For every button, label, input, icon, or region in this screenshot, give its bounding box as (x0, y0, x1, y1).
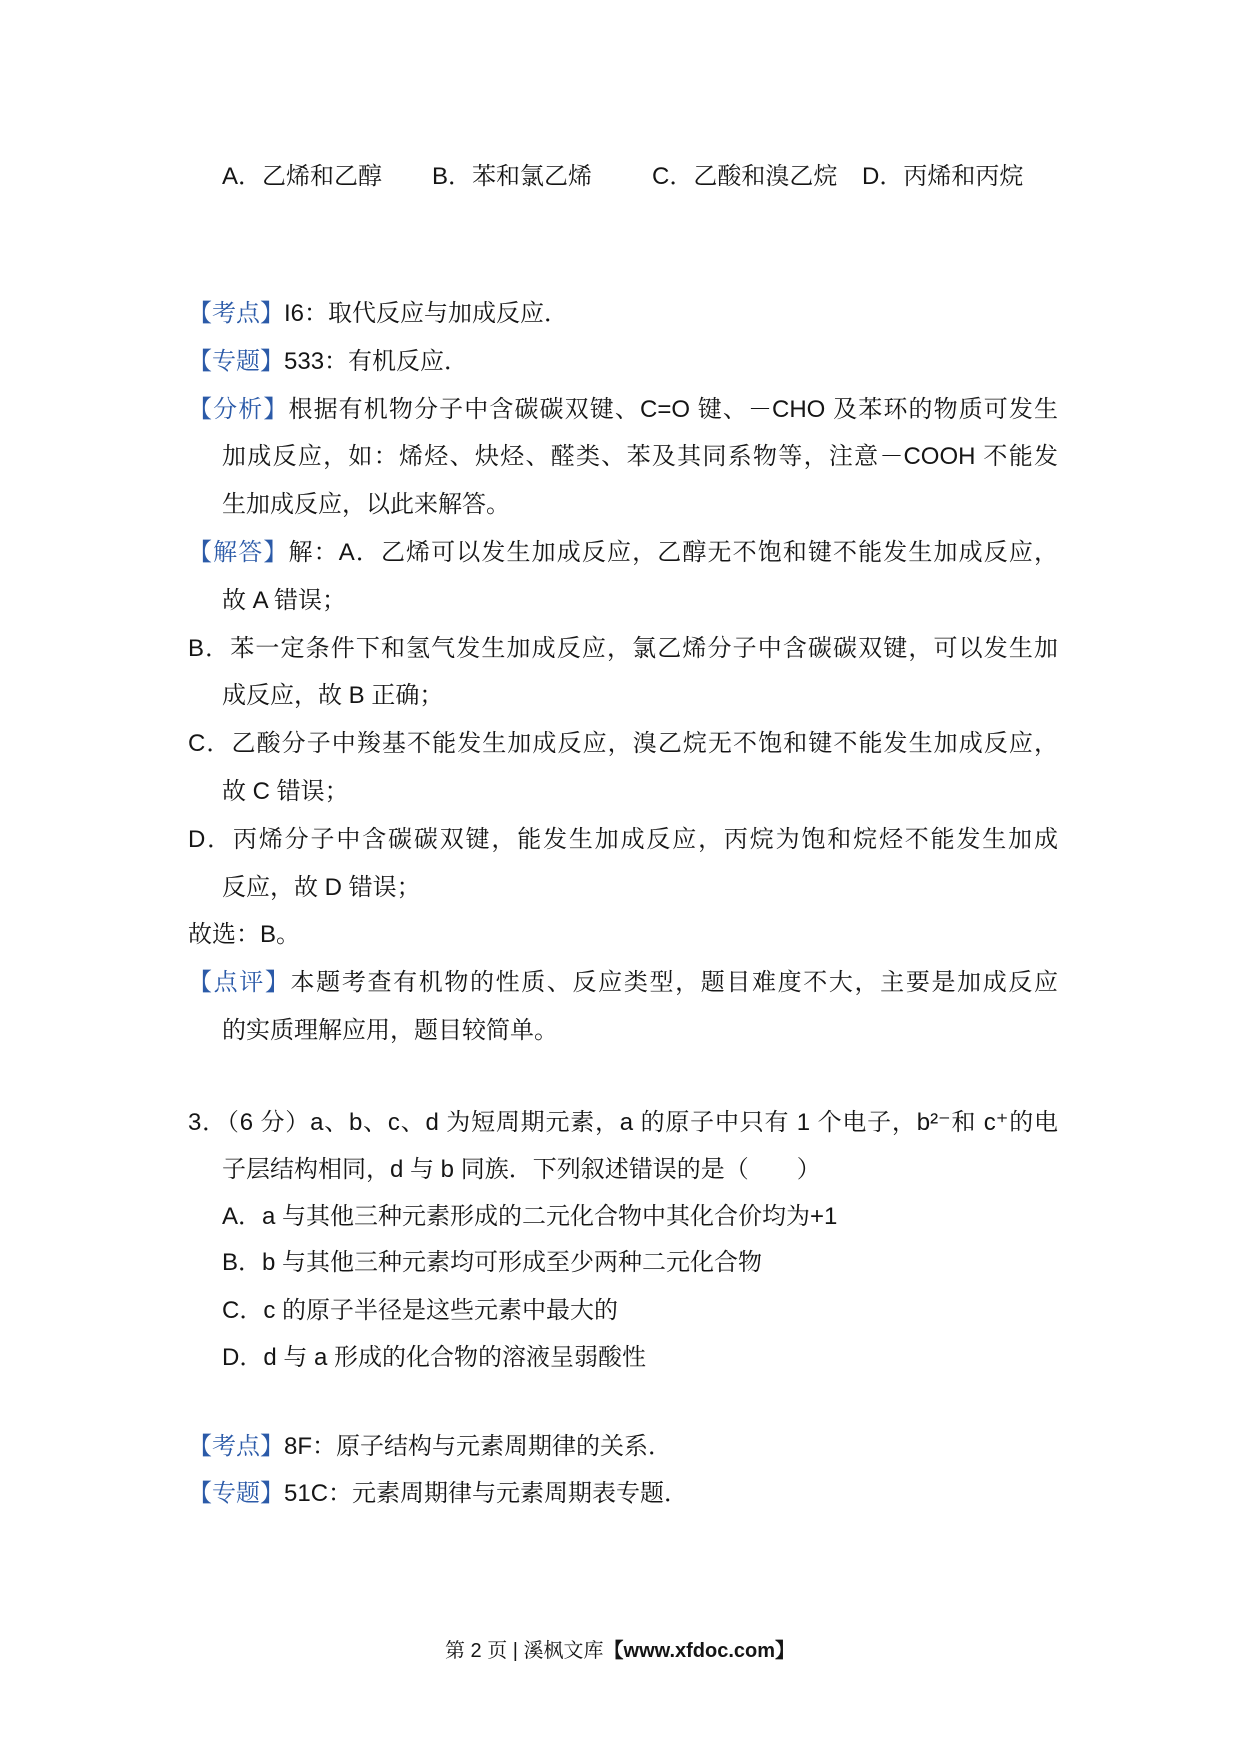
answer2-knowledge-point (188, 299, 1058, 329)
knowledge-point-text: 8F：原子结构与元素周期律的关系． (284, 1433, 673, 1460)
solution-label: 【解答】 (188, 539, 289, 566)
topic-label: 【专题】 (188, 1480, 284, 1507)
solution-line (188, 538, 1058, 568)
question2-option-d: D．丙烯和丙烷 (862, 163, 1024, 190)
question3-option-a: A．a 与其他三种元素形成的二元化合物中其化合价均为+1 (222, 1203, 838, 1230)
page-footer (0, 1638, 1240, 1664)
comment-text: 本题考查有机物的性质、反应类型，题目难度不大，主要是加成反应 (290, 969, 1058, 996)
solution-line: 成反应，故 B 正确； (222, 682, 444, 709)
analysis-line (188, 395, 1058, 425)
footer-site: 【www.xfdoc.com】 (603, 1640, 796, 1662)
question2-option-c: C．乙酸和溴乙烷 (652, 163, 838, 190)
question3-option-d: D．d 与 a 形成的化合物的溶液呈弱酸性 (222, 1344, 647, 1371)
topic-text: 533：有机反应． (284, 348, 469, 375)
analysis-text: 根据有机物分子中含碳碳双键、C=O 键、－CHO 及苯环的物质可发生 (288, 396, 1058, 423)
analysis-line: 加成反应，如：烯烃、炔烃、醛类、苯及其同系物等，注意－COOH 不能发 (222, 443, 1058, 470)
question2-option-a: A．乙烯和乙醇 (222, 163, 383, 190)
knowledge-point-label: 【考点】 (188, 1433, 284, 1460)
comment-label: 【点评】 (188, 969, 291, 996)
knowledge-point-text: I6：取代反应与加成反应． (284, 300, 569, 327)
analysis-line: 生加成反应，以此来解答。 (222, 491, 510, 518)
solution-conclusion: 故选：B。 (188, 921, 301, 948)
solution-line: 故 C 错误； (222, 778, 349, 805)
solution-line: C．乙酸分子中羧基不能发生加成反应，溴乙烷无不饱和键不能发生加成反应， (188, 730, 1058, 757)
question2-options (0, 162, 1240, 192)
answer3-topic (188, 1479, 1058, 1509)
topic-label: 【专题】 (188, 348, 284, 375)
knowledge-point-label: 【考点】 (188, 300, 284, 327)
question3-stem-line: 子层结构相同，d 与 b 同族．下列叙述错误的是（ ） (222, 1156, 821, 1183)
answer3-knowledge-point (188, 1432, 1058, 1462)
topic-text: 51C：元素周期律与元素周期表专题． (284, 1480, 689, 1507)
question2-option-b: B．苯和氯乙烯 (432, 163, 593, 190)
comment-line (188, 968, 1058, 998)
question3-option-b: B．b 与其他三种元素均可形成至少两种二元化合物 (222, 1249, 763, 1276)
analysis-label: 【分析】 (188, 396, 289, 423)
solution-line: B．苯一定条件下和氢气发生加成反应，氯乙烯分子中含碳碳双键，可以发生加 (188, 635, 1058, 662)
answer2-topic (188, 347, 1058, 377)
footer-page-info: 第 2 页 | 溪枫文库 (444, 1640, 604, 1662)
question3-option-c: C．c 的原子半径是这些元素中最大的 (222, 1297, 618, 1324)
solution-text: 解：A．乙烯可以发生加成反应，乙醇无不饱和键不能发生加成反应， (288, 539, 1058, 566)
solution-line: 反应，故 D 错误； (222, 874, 421, 901)
solution-line: 故 A 错误； (222, 587, 347, 614)
question3-stem-line: 3．（6 分）a、b、c、d 为短周期元素，a 的原子中只有 1 个电子，b²⁻和 c⁺的电 (188, 1109, 1058, 1136)
solution-line: D．丙烯分子中含碳碳双键，能发生加成反应，丙烷为饱和烷烃不能发生加成 (188, 826, 1058, 853)
comment-line: 的实质理解应用，题目较简单。 (222, 1017, 558, 1044)
